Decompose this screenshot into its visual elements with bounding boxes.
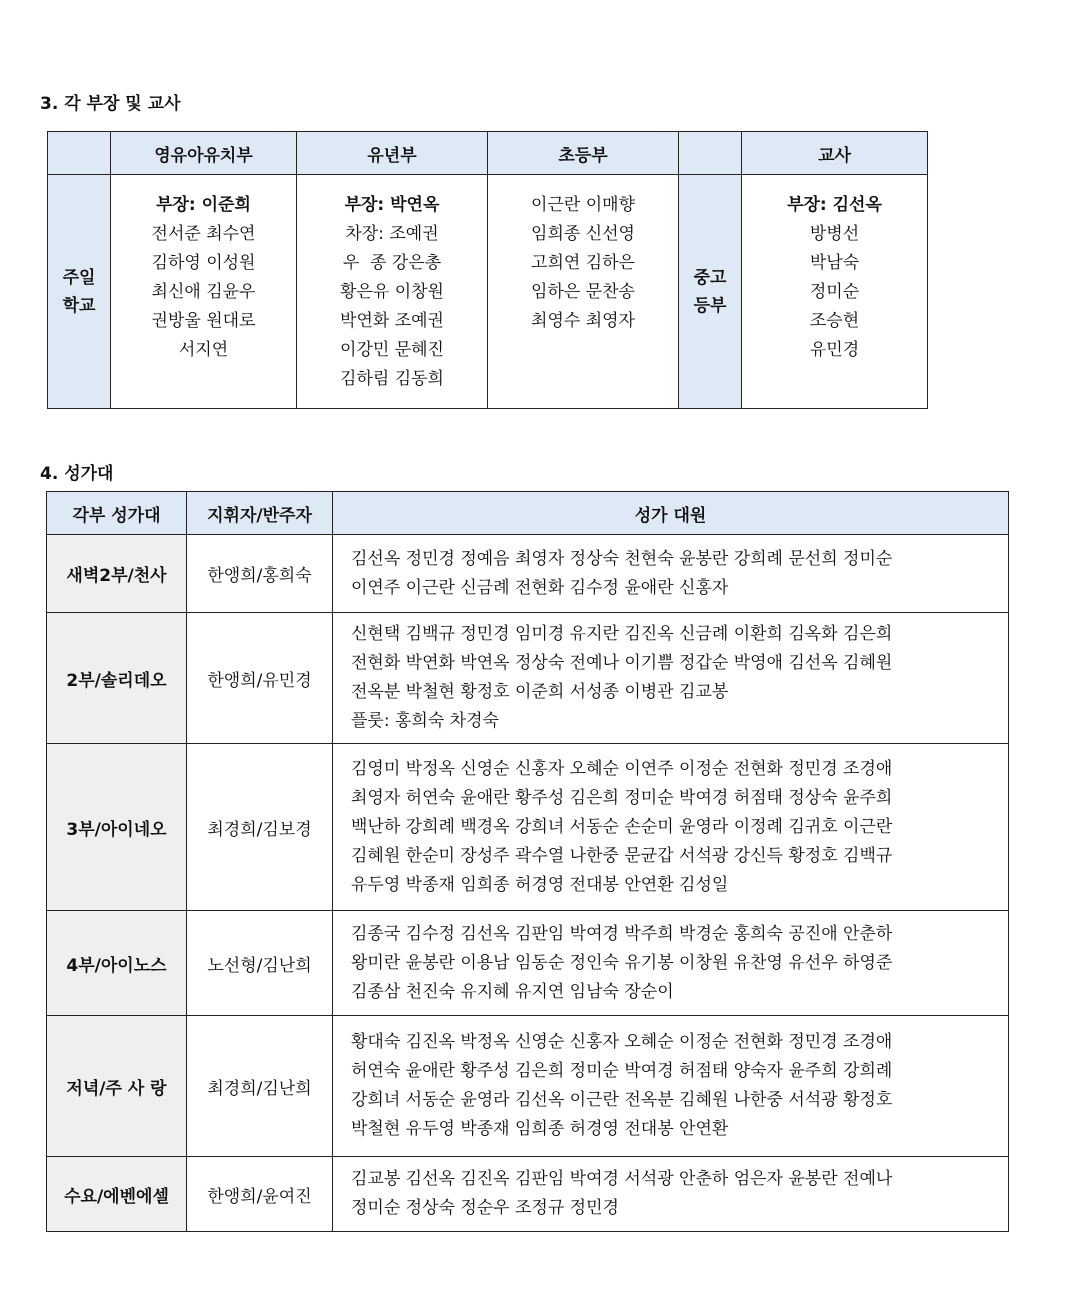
header-teachers: 교사 — [742, 132, 928, 175]
youth-cell — [297, 175, 488, 409]
header-elementary: 초등부 — [488, 132, 679, 175]
choir-name: 4부/아이노스 — [47, 911, 187, 1016]
member-line: 김하영 이성원 — [151, 253, 256, 273]
header-members: 성가 대원 — [333, 492, 1009, 535]
member-line: 정미순 — [809, 282, 860, 302]
member-line: 조승현 — [809, 311, 860, 331]
choir-name: 수요/에벤에셀 — [47, 1157, 187, 1232]
members-line: 전현화 박연화 박연옥 정상숙 전예나 이기쁨 정갑순 박영애 김선옥 김혜원 — [351, 653, 893, 673]
conductor-accompanist: 최경희/김난희 — [187, 1016, 333, 1157]
choir-members — [333, 1016, 1009, 1157]
member-line: 권방울 원대로 — [151, 311, 256, 331]
members-line: 플룻: 홍희숙 차경숙 — [351, 711, 499, 731]
member-line: 전서준 최수연 — [151, 224, 256, 244]
teachers-cell — [742, 175, 928, 409]
department-head: 부장: 김선옥 — [787, 195, 882, 215]
department-heads-table — [47, 131, 928, 409]
header-blank-left — [48, 132, 111, 175]
preschool-cell — [111, 175, 297, 409]
member-line: 김하림 김동희 — [340, 369, 444, 389]
department-head: 부장: 이준희 — [156, 195, 251, 215]
members-line: 유두영 박종재 임희종 허경영 전대봉 안연환 김성일 — [351, 874, 729, 895]
members-line: 왕미란 윤봉란 이용남 임동순 정인숙 유기봉 이창원 유찬영 유선우 하영준 — [351, 952, 893, 973]
member-line: 박연화 조예권 — [340, 311, 444, 331]
members-line: 김교봉 김선옥 김진옥 김판임 박여경 서석광 안춘하 엄은자 윤봉란 전예나 — [351, 1169, 893, 1189]
member-line: 차장: 조예권 — [345, 224, 439, 244]
choir-table — [46, 491, 1009, 1232]
member-line: 고희연 김하은 — [531, 253, 635, 273]
member-line: 박남숙 — [809, 253, 860, 273]
choir-name: 저녁/주 사 랑 — [47, 1016, 187, 1157]
choir-members — [333, 613, 1009, 744]
members-line: 정미순 정상숙 정순우 조정규 정민경 — [351, 1198, 619, 1218]
department-head: 부장: 박연옥 — [344, 195, 440, 215]
section3-title: 3. 각 부장 및 교사 — [40, 94, 181, 114]
members-line: 황대숙 김진옥 박정옥 신영순 신홍자 오혜순 이정순 전현화 정민경 조경애 — [351, 1032, 893, 1052]
header-blank-mid — [679, 132, 742, 175]
section4-title: 4. 성가대 — [40, 464, 114, 484]
header-choir: 각부 성가대 — [47, 492, 187, 535]
middle-high-label: 중고 등부 — [679, 175, 742, 409]
member-line: 임희종 신선영 — [531, 224, 635, 244]
member-line: 이근란 이매향 — [531, 195, 635, 215]
members-line: 김선옥 정민경 정예음 최영자 정상숙 천현숙 윤봉란 강희례 문선희 정미순 — [351, 548, 893, 569]
choir-members — [333, 911, 1009, 1016]
conductor-accompanist: 한앵희/유민경 — [187, 613, 333, 744]
members-line: 허연숙 윤애란 황주성 김은희 정미순 박여경 허점태 양숙자 윤주희 강희례 — [351, 1061, 893, 1081]
conductor-accompanist: 노선형/김난희 — [187, 911, 333, 1016]
members-line: 신현택 김백규 정민경 임미경 유지란 김진옥 신금례 이환희 김옥화 김은희 — [351, 624, 893, 644]
members-line: 전옥분 박철현 황정호 이준희 서성종 이병관 김교봉 — [351, 682, 729, 702]
choir-name: 3부/아이네오 — [47, 744, 187, 911]
header-conductor: 지휘자/반주자 — [187, 492, 333, 535]
conductor-accompanist: 한앵희/홍희숙 — [187, 535, 333, 613]
members-line: 김종삼 천진숙 유지혜 유지연 임남숙 장순이 — [351, 981, 674, 1002]
choir-row — [47, 535, 1009, 613]
member-line: 임하은 문찬송 — [531, 282, 635, 302]
members-line: 김영미 박정옥 신영순 신홍자 오혜순 이연주 이정순 전현화 정민경 조경애 — [351, 758, 893, 779]
members-line: 최영자 허연숙 윤애란 황주성 김은희 정미순 박여경 허점태 정상숙 윤주희 — [351, 787, 893, 808]
choir-name: 새벽2부/천사 — [47, 535, 187, 613]
member-line: 이강민 문혜진 — [340, 340, 444, 360]
members-line: 김종국 김수정 김선옥 김판임 박여경 박주희 박경순 홍희숙 공진애 안춘하 — [351, 923, 893, 944]
choir-members — [333, 1157, 1009, 1232]
choir-row — [47, 1016, 1009, 1157]
choir-row — [47, 613, 1009, 744]
members-line: 강희녀 서동순 윤영라 김선옥 이근란 전옥분 김혜원 나한중 서석광 황정호 — [351, 1090, 893, 1110]
choir-row — [47, 744, 1009, 911]
member-line: 서지연 — [178, 340, 229, 360]
members-line: 김혜원 한순미 장성주 곽수열 나한중 문균갑 서석광 강신득 황정호 김백규 — [351, 845, 893, 866]
header-preschool: 영유아유치부 — [111, 132, 297, 175]
members-line: 박철현 유두영 박종재 임희종 허경영 전대봉 안연환 — [351, 1119, 729, 1139]
choir-row — [47, 1157, 1009, 1232]
member-line: 황은유 이창원 — [340, 282, 444, 302]
members-line: 백난하 강희례 백경옥 강희녀 서동순 손순미 윤영라 이정례 김귀호 이근란 — [351, 816, 893, 837]
elementary-cell — [488, 175, 679, 409]
choir-name: 2부/솔리데오 — [47, 613, 187, 744]
sunday-school-label: 주일 학교 — [48, 175, 111, 409]
conductor-accompanist: 최경희/김보경 — [187, 744, 333, 911]
member-line: 방병선 — [809, 224, 860, 244]
members-line: 이연주 이근란 신금례 전현화 김수정 윤애란 신홍자 — [351, 577, 729, 598]
conductor-accompanist: 한앵희/윤여진 — [187, 1157, 333, 1232]
member-line: 유민경 — [809, 340, 860, 360]
choir-members — [333, 744, 1009, 911]
header-youth: 유년부 — [297, 132, 488, 175]
member-line: 우 종 강은총 — [342, 253, 442, 273]
choir-members — [333, 535, 1009, 613]
choir-row — [47, 911, 1009, 1016]
member-line: 최신애 김윤우 — [151, 282, 256, 302]
member-line: 최영수 최영자 — [531, 311, 635, 331]
